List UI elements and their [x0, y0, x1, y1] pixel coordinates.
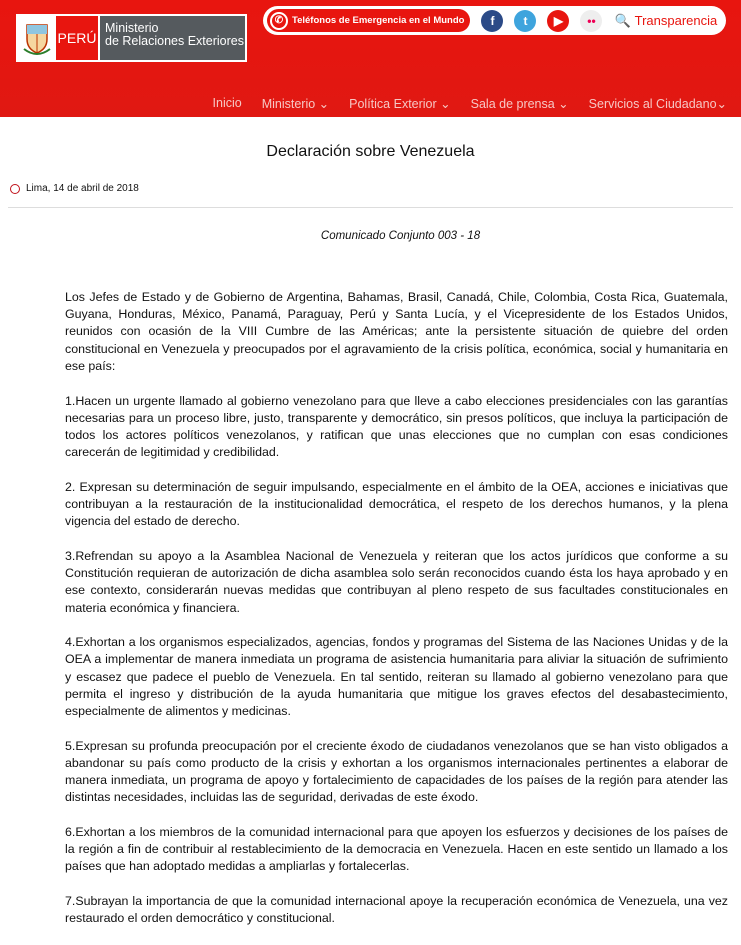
date-text: Lima, 14 de abril de 2018	[26, 183, 139, 194]
ministry-logo[interactable]	[16, 14, 247, 62]
facebook-icon[interactable]: f	[481, 10, 503, 32]
main-nav	[213, 96, 727, 111]
clock-icon	[10, 184, 20, 194]
paragraph: 1.Hacen un urgente llamado al gobierno venezolano para que lleve a cabo elecciones presidenciales con las garantías necesarias para un proceso libre, justo, transparente y democrático, sin presos políticos, que incluya la participación de todos los actores políticos venezolanos, y ratifican que unas elecciones que no cumplan con esas condiciones carecerán de legitimidad y credibilidad.	[65, 393, 728, 460]
transparency-icon: 🔍	[614, 12, 631, 28]
site-header	[0, 0, 741, 117]
nav-servicios-ciudadano[interactable]: Servicios al Ciudadano⌄	[588, 97, 727, 111]
nav-sala-de-prensa[interactable]: Sala de prensa ⌄	[470, 97, 569, 111]
emergency-phones-button[interactable]	[267, 9, 470, 32]
top-links-bar	[263, 6, 726, 35]
twitter-icon[interactable]: t	[514, 10, 536, 32]
transparency-link[interactable]	[614, 13, 717, 29]
paragraph: 5.Expresan su profunda preocupación por el creciente éxodo de ciudadanos venezolanos que se han visto obligados a abandonar su país como producto de la crisis y exhortan a los organismos internacionales pertinentes a elaborar de manera inmediata, un programa de apoyo y fortalecimiento de capacidades de los países de la región para atender las distintas necesidades, incluidas las de seguridad, derivadas de este éxodo.	[65, 738, 728, 805]
page-title: Declaración sobre Venezuela	[266, 143, 475, 160]
divider	[8, 207, 733, 208]
transparency-label: Transparencia	[634, 13, 718, 28]
paragraph: 2. Expresan su determinación de seguir impulsando, especialmente en el ámbito de la OEA, acciones e iniciativas que contribuyan a la restauración de la institucionalidad democrática, el respeto de los derechos humanos, y la plena vigencia del estado de derecho.	[65, 479, 728, 529]
article-body	[65, 289, 728, 945]
paragraph: 6.Exhortan a los miembros de la comunidad internacional para que apoyen los esfuerzos y decisiones de los países de la región a fin de contribuir al restablecimiento de la democracia en Venezuela. Hacen en este sentido un llamado a los países que han adoptado medidas a ampliarlas y fortalecerlas.	[65, 825, 728, 874]
paragraph: 3.Refrendan su apoyo a la Asamblea Nacional de Venezuela y reiteran que los actos jurídicos que conforme a su Constitución requieran de autorización de dicha asamblea solo serán reconocidos cuando ésta los haya aprobado y en ese contexto, considerarán nuevas medidas que contribuyan al pleno respeto de sus facultades constitucionales en materia económica y financiera.	[65, 548, 728, 615]
ministry-name: Ministerio de Relaciones Exteriores	[100, 16, 245, 60]
paragraph: 7.Subrayan la importancia de que la comunidad internacional apoye la recuperación económica de Venezuela, una vez restaurado el orden democrático y constitucional.	[65, 894, 728, 926]
phone-icon: ✆	[270, 12, 288, 30]
paragraph: 4.Exhortan a los organismos especializados, agencias, fondos y programas del Sistema de las Naciones Unidas y de la OEA a implementar de manera inmediata un programa de asistencia humanitaria para aliviar la situación de sufrimiento y escasez que padece el pueblo de Venezuela. En tal sentido, reiteran su llamado al gobierno venezolano para que permita el ingreso y distribución de la ayuda humanitaria que mitigue los graves efectos del desabastecimiento, especialmente de alimentos y medicinas.	[65, 635, 728, 719]
flickr-icon[interactable]: ••	[580, 10, 602, 32]
nav-ministerio[interactable]: Ministerio ⌄	[261, 97, 330, 111]
nav-inicio[interactable]: Inicio	[212, 96, 242, 110]
article-date	[10, 183, 741, 194]
coat-of-arms-icon	[18, 16, 56, 60]
peru-label: PERÚ	[56, 16, 98, 60]
paragraph: Los Jefes de Estado y de Gobierno de Argentina, Bahamas, Brasil, Canadá, Chile, Colombia, Costa Rica, Guatemala, Guyana, Honduras, México, Panamá, Paraguay, Perú y Santa Lucía, y el Vicepresidente de los Estados Unidos, reunidos con ocasión de la VIII Cumbre de las Américas; ante la persistente situación de quiebre del orden constitucional en Venezuela y preocupados por el agravamiento de la crisis política, económica, social y humanitaria en ese país:	[65, 290, 728, 373]
emergency-label: Teléfonos de Emergencia en el Mundo	[292, 15, 465, 26]
youtube-icon[interactable]: ▶	[547, 10, 569, 32]
article-subtitle: Comunicado Conjunto 003 - 18	[320, 230, 481, 242]
nav-politica-exterior[interactable]: Política Exterior ⌄	[349, 97, 451, 111]
